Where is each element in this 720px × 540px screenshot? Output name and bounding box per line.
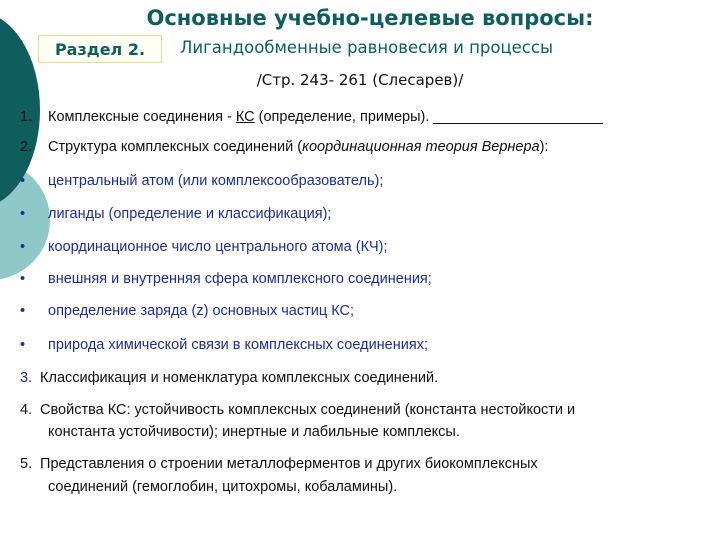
item-text-line-1: Свойства КС: устойчивость комплексных соединений (константа нестойкости и xyxy=(40,402,576,418)
item-number: 5. xyxy=(20,456,33,472)
bullet-text: координационное число центрального атома (КЧ); xyxy=(48,239,388,255)
underline-rule xyxy=(433,122,603,124)
item-number: 3. xyxy=(20,370,33,386)
bullet-icon: • xyxy=(20,337,26,353)
item-number: 4. xyxy=(20,402,33,418)
item-number: 1. xyxy=(20,109,33,125)
bullet-item-4 xyxy=(20,271,432,287)
bullet-icon: • xyxy=(20,173,26,189)
bullet-item-1 xyxy=(20,173,383,189)
list-item-4-continuation: константа устойчивости); инертные и лабильные комплексы. xyxy=(48,424,460,440)
section-subtitle: Лигандообменные равновесия и процессы xyxy=(180,38,553,57)
item-text-line-1: Представления о строении металлоферментов и других биокомплексных xyxy=(40,456,538,472)
item-text-kc: КС xyxy=(235,109,255,125)
item-text-post: ): xyxy=(539,139,549,155)
item-number: 2. xyxy=(20,139,33,155)
item-text: Классификация и номенклатура комплексных соединений. xyxy=(40,370,439,386)
bullet-item-2 xyxy=(20,206,331,222)
list-item-4 xyxy=(20,402,575,418)
list-item-5 xyxy=(20,456,538,472)
bullet-text: внешняя и внутренняя сфера комплексного соединения; xyxy=(48,271,432,287)
bullet-text: центральный атом (или комплексообразователь); xyxy=(48,173,384,189)
item-text-pre: Структура комплексных соединений ( xyxy=(48,139,303,155)
item-text-pre: Комплексные соединения - xyxy=(48,109,236,125)
slide-title: Основные учебно-целевые вопросы: xyxy=(146,6,594,30)
list-item-2 xyxy=(20,139,548,155)
bullet-icon: • xyxy=(20,303,26,319)
bullet-item-6 xyxy=(20,337,428,353)
list-item-5-continuation: соединений (гемоглобин, цитохромы, кобаламины). xyxy=(48,479,398,495)
section-badge: Раздел 2. xyxy=(38,35,162,63)
bullet-icon: • xyxy=(20,239,26,255)
bullet-icon: • xyxy=(20,206,26,222)
bullet-text: природа химической связи в комплексных соединениях; xyxy=(48,337,428,353)
page-reference: /Стр. 243- 261 (Слесарев)/ xyxy=(256,71,464,89)
bullet-item-5 xyxy=(20,303,354,319)
list-item-1 xyxy=(20,109,603,125)
bullet-icon: • xyxy=(20,271,26,287)
list-item-3 xyxy=(20,370,438,386)
item-text-italic: координационная теория Вернера xyxy=(302,139,540,155)
bullet-text: определение заряда (z) основных частиц КС; xyxy=(48,303,354,319)
item-text-post: (определение, примеры). xyxy=(254,109,430,125)
bullet-item-3 xyxy=(20,239,388,255)
bullet-text: лиганды (определение и классификация); xyxy=(48,206,332,222)
